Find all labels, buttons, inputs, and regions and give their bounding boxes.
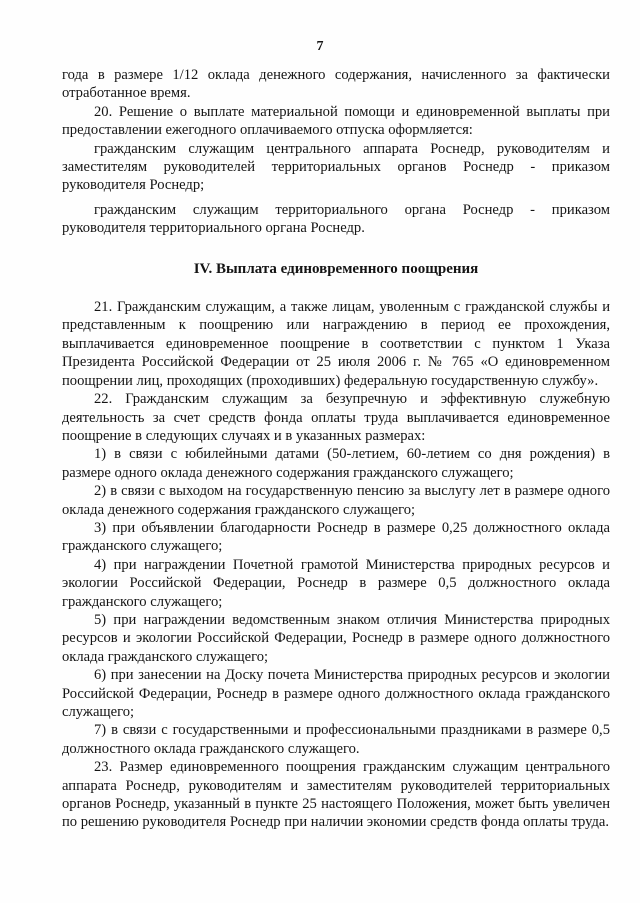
- paragraph-23: 23. Размер единовременного поощрения гражданским служащим центрального аппарата Роснедр, руководителям и заместителям руководителей территориальных органов Роснедр, указанный в пункте 25 настоящего Положения, может быть увеличен по решению руководителя Роснедр при наличии экономии средств фонда оплаты труда.: [62, 759, 610, 831]
- paragraph-20: 20. Решение о выплате материальной помощи и единовременной выплаты при предоставлении ежегодного оплачиваемого отпуска оформляется:: [62, 103, 610, 139]
- list-item-22-2: 2) в связи с выходом на государственную пенсию за выслугу лет в размере одного оклада денежного содержания гражданского служащего;: [62, 483, 610, 518]
- list-item-22-3: 3) при объявлении благодарности Роснедр в размере 0,25 должностного оклада гражданского служащего;: [62, 519, 610, 555]
- paragraph-20-central: гражданским служащим центрального аппарата Роснедр, руководителям и заместителям руководителей территориальных органов Роснедр - приказом руководителя Роснедр;: [62, 140, 610, 194]
- paragraph-20-territorial: гражданским служащим территориального органа Роснедр - приказом руководителя территориального органа Роснедр.: [62, 201, 610, 237]
- paragraph-22: 22. Гражданским служащим за безупречную и эффективную служебную деятельность за счет средств фонда оплаты труда выплачивается единовременное поощрение в следующих случаях и в указанных размерах:: [62, 391, 610, 444]
- list-item-22-4: 4) при награждении Почетной грамотой Министерства природных ресурсов и экологии Российской Федерации, Роснедр в размере 0,5 должностного оклада гражданского служащего;: [62, 556, 610, 610]
- paragraph-21: 21. Гражданским служащим, а также лицам, уволенным с гражданской службы и представленным к поощрению или награждению в период ее прохождения, выплачивается единовременное поощрение в соответствии с пунктом 1 Указа Президента Российской Федерации от 25 июля 2006 г. № 765 «О единовременном поощрении лиц, проходящих (проходивших) федеральную государственную службу».: [62, 299, 610, 389]
- document-body: [62, 66, 610, 832]
- list-item-22-5: 5) при награждении ведомственным знаком отличия Министерства природных ресурсов и экологии Российской Федерации, Роснедр в размере одного должностного оклада гражданского служащего;: [62, 611, 610, 665]
- list-item-22-7: 7) в связи с государственными и профессиональными праздниками в размере 0,5 должностного оклада гражданского служащего.: [62, 722, 610, 757]
- list-item-22-1: 1) в связи с юбилейными датами (50-летием, 60-летием со дня рождения) в размере одного оклада денежного содержания гражданского служащего;: [62, 446, 610, 481]
- section-heading: IV. Выплата единовременного поощрения: [193, 260, 479, 277]
- page-number: 7: [316, 39, 324, 54]
- list-item-22-6: 6) при занесении на Доску почета Министерства природных ресурсов и экологии Российской Федерации, Роснедр в размере одного должностного оклада гражданского служащего;: [62, 667, 610, 720]
- paragraph-continuation: года в размере 1/12 оклада денежного содержания, начисленного за фактически отработанное время.: [62, 67, 610, 102]
